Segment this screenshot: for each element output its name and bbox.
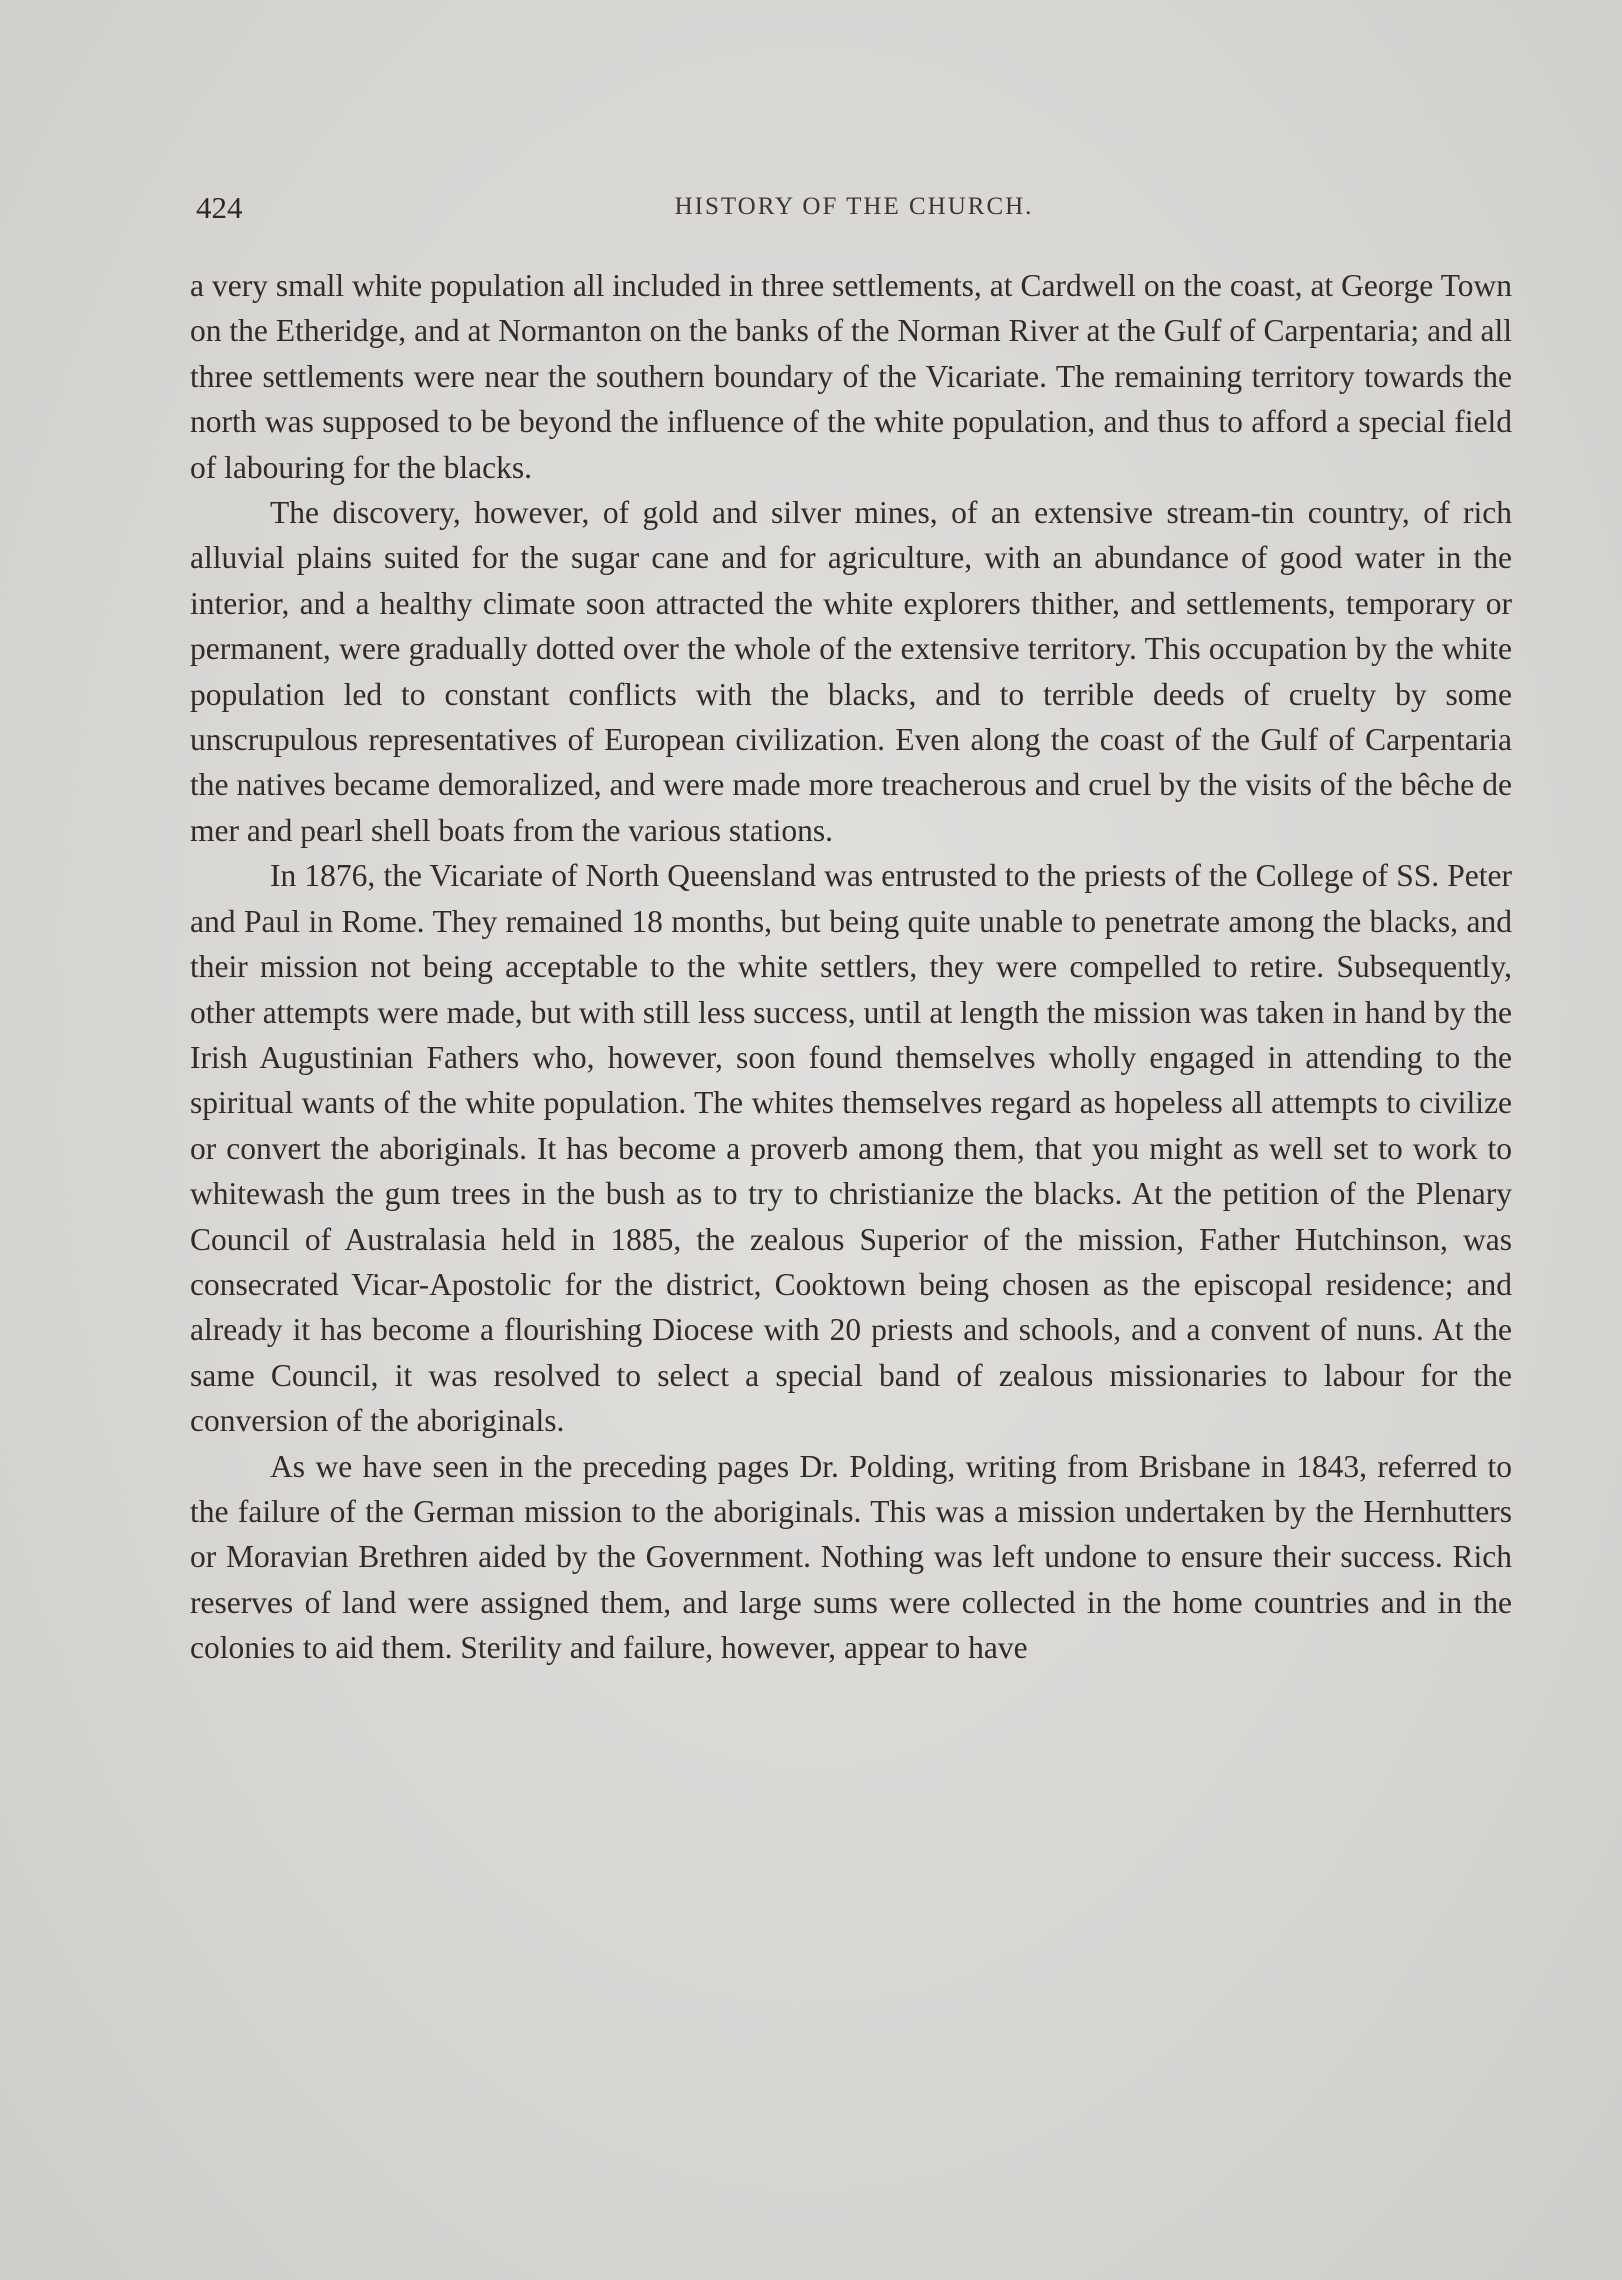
- page-number: 424: [196, 190, 243, 225]
- running-head: [196, 190, 1512, 230]
- body-text: [190, 263, 1512, 1671]
- paragraph-discovery: The discovery, however, of gold and silver mines, of an extensive stream-tin country, of rich alluvial plains suited for the sugar cane and for agriculture, with an abundance of good water in the interior, and a healthy climate soon attracted the white explorers thither, and settlements, temporary or permanent, were gradually dotted over the whole of the extensive territory. This occupation by the white population led to constant conflicts with the blacks, and to terrible deeds of cruelty by some unscrupulous representatives of European civilization. Even along the coast of the Gulf of Carpentaria the natives became demoralized, and were made more treacherous and cruel by the visits of the bêche de mer and pearl shell boats from the various stations.: [190, 495, 1512, 848]
- paragraph-german-mission: As we have seen in the preceding pages Dr. Polding, writing from Brisbane in 1843, referred to the failure of the German mission to the aboriginals. This was a mission undertaken by the Hernhutters or Moravian Brethren aided by the Government. Nothing was left undone to ensure their success. Rich reserves of land were assigned them, and large sums were collected in the home countries and in the colonies to aid them. Sterility and failure, however, appear to have: [190, 1448, 1512, 1666]
- paragraph-vicariate-1876: In 1876, the Vicariate of North Queensland was entrusted to the priests of the College of SS. Peter and Paul in Rome. They remained 18 months, but being quite unable to penetrate among the blacks, and their mission not being acceptable to the white settlers, they were compelled to retire. Subsequently, other attempts were made, but with still less success, until at length the mission was taken in hand by the Irish Augustinian Fathers who, however, soon found themselves wholly engaged in attending to the spiritual wants of the white population. The whites themselves regard as hopeless all attempts to civilize or convert the aboriginals. It has become a proverb among them, that you might as well set to work to whitewash the gum trees in the bush as to try to christianize the blacks. At the petition of the Plenary Council of Australasia held in 1885, the zealous Superior of the mission, Father Hutchinson, was consecrated Vicar-Apostolic for the district, Cooktown being chosen as the episcopal residence; and already it has become a flourishing Diocese with 20 priests and schools, and a convent of nuns. At the same Council, it was resolved to select a special band of zealous missionaries to labour for the conversion of the aboriginals.: [190, 858, 1512, 1439]
- paragraph-continued: a very small white population all included in three settlements, at Cardwell on the coast, at George Town on the Etheridge, and at Normanton on the banks of the Norman River at the Gulf of Carpentaria; and all three settlements were near the southern boundary of the Vicariate. The remaining territory towards the north was supposed to be beyond the influence of the white population, and thus to afford a special field of labouring for the blacks.: [190, 268, 1512, 485]
- running-title: HISTORY OF THE CHURCH.: [674, 193, 1034, 220]
